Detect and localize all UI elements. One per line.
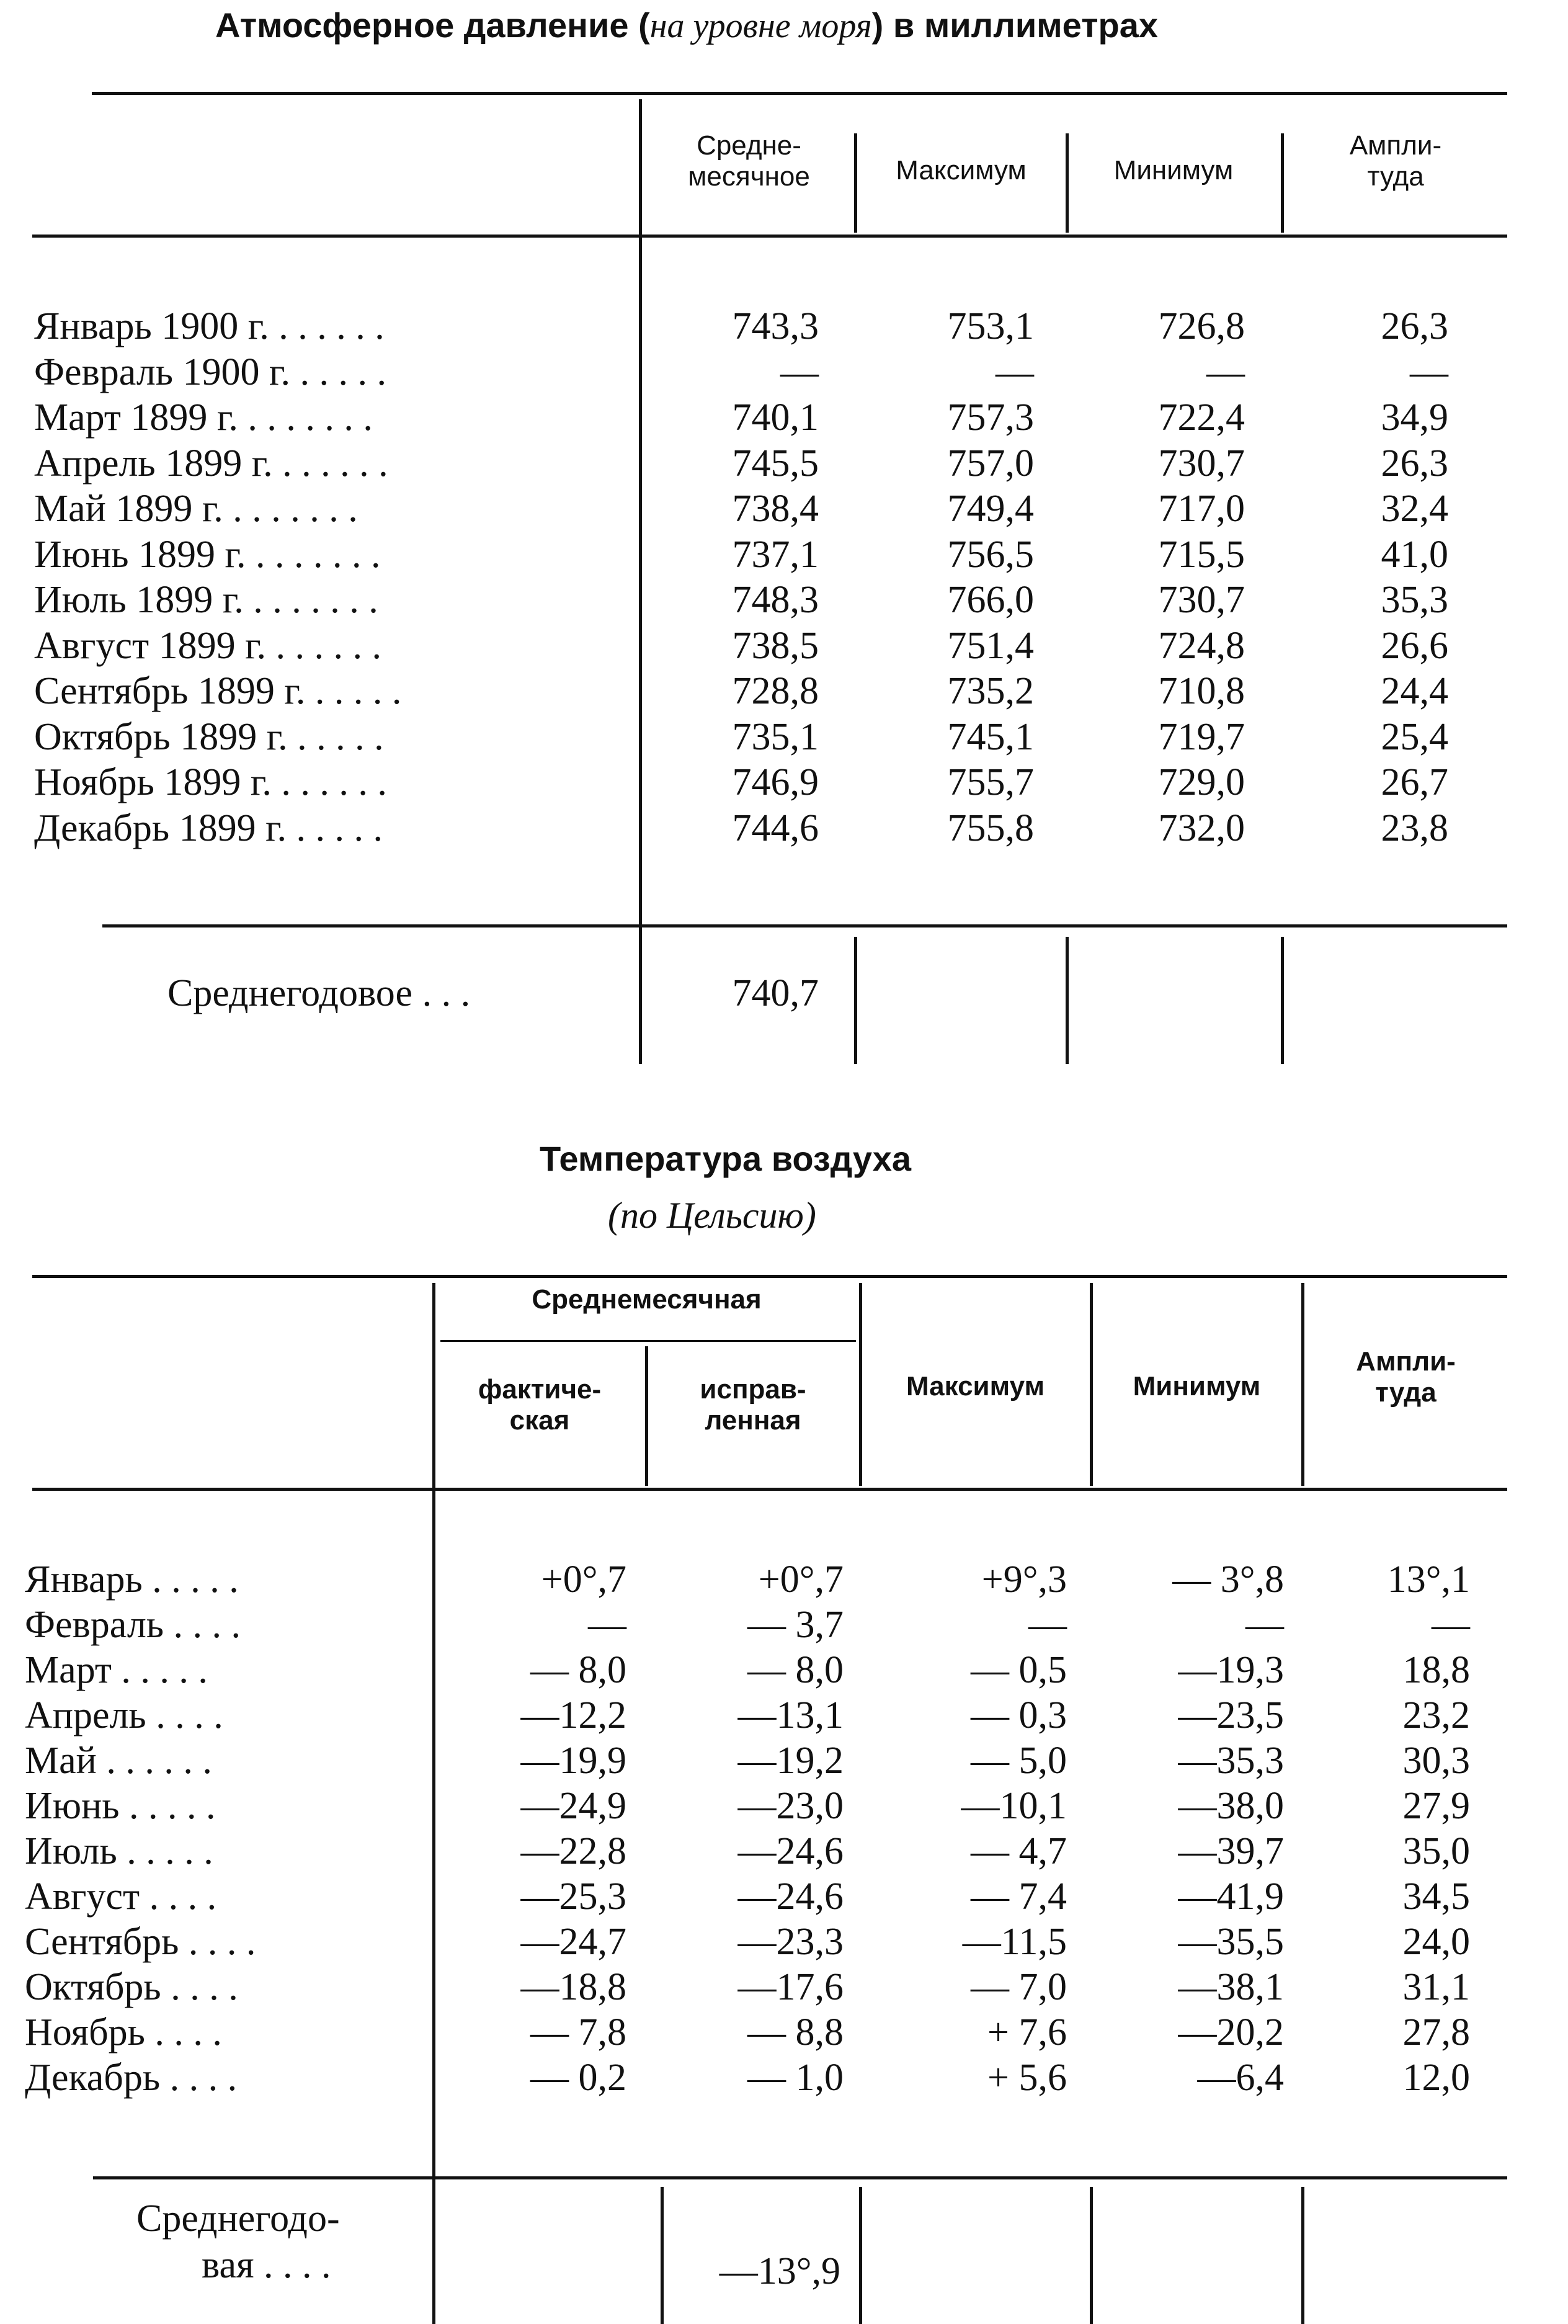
pressure-cell: 755,7 [947, 761, 1034, 803]
temperature-header-corrected: исправ- ленная [700, 1374, 806, 1436]
pressure-cell: 26,7 [1381, 761, 1448, 803]
temperature-cell: —19,2 [737, 1740, 844, 1782]
pressure-col-rule-3b [1066, 937, 1069, 1064]
temperature-cell: —17,6 [737, 1966, 844, 2008]
temperature-row-label: Май . . . . . . [25, 1740, 212, 1782]
temperature-cell: 27,9 [1402, 1785, 1470, 1827]
temperature-cell: +0°,7 [541, 1558, 626, 1601]
temperature-cell: — 7,0 [971, 1966, 1067, 2008]
temperature-col-rule-3b [859, 2187, 862, 2324]
temperature-cell: —24,7 [520, 1921, 626, 1963]
temperature-subtitle: (по Цельсию) [608, 1195, 816, 1236]
pressure-cell: — [780, 351, 819, 393]
temperature-cell: — 4,7 [971, 1830, 1067, 1872]
pressure-cell: 757,3 [947, 396, 1034, 439]
pressure-header-min: Минимум [1113, 155, 1234, 185]
temperature-cell: 34,5 [1402, 1875, 1470, 1918]
temperature-cell: 12,0 [1402, 2057, 1470, 2099]
pressure-cell: 751,4 [947, 625, 1034, 667]
pressure-cell: 738,5 [732, 625, 819, 667]
pressure-cell: 753,1 [947, 305, 1034, 347]
temperature-row-label: Август . . . . [25, 1875, 217, 1918]
temperature-cell: —35,3 [1178, 1740, 1284, 1782]
pressure-cell: 744,6 [732, 807, 819, 849]
pressure-cell: — [1410, 351, 1448, 393]
temperature-header-rule [32, 1488, 1507, 1491]
temperature-row-label: Октябрь . . . . [25, 1966, 238, 2008]
temperature-cell: —35,5 [1178, 1921, 1284, 1963]
pressure-cell: 728,8 [732, 670, 819, 712]
pressure-cell: 715,5 [1158, 534, 1245, 576]
pressure-cell: 26,3 [1381, 305, 1448, 347]
temperature-cell: 18,8 [1402, 1649, 1470, 1691]
pressure-cell: 730,7 [1158, 579, 1245, 621]
temperature-cell: + 7,6 [987, 2011, 1067, 2054]
temperature-cell: 30,3 [1402, 1740, 1470, 1782]
pressure-cell: 732,0 [1158, 807, 1245, 849]
pressure-cell: 735,1 [732, 716, 819, 758]
pressure-row-label: Июнь 1899 г. . . . . . . . [34, 534, 381, 576]
temperature-cell: — 8,8 [747, 2011, 844, 2054]
temperature-cell: 31,1 [1402, 1966, 1470, 2008]
pressure-col-rule-1 [639, 99, 642, 1064]
temperature-cell: 24,0 [1402, 1921, 1470, 1963]
pressure-row-label: Ноябрь 1899 г. . . . . . . [34, 761, 387, 803]
pressure-row-label: Март 1899 г. . . . . . . . [34, 396, 373, 439]
temperature-row-label: Март . . . . . [25, 1649, 208, 1691]
pressure-cell: 766,0 [947, 579, 1034, 621]
pressure-annual-label: Среднегодовое . . . [167, 972, 471, 1014]
temperature-col-rule-5b [1301, 2187, 1304, 2324]
temperature-cell: — 3°,8 [1172, 1558, 1284, 1601]
temperature-cell: +9°,3 [981, 1558, 1067, 1601]
pressure-row-label: Июль 1899 г. . . . . . . . [34, 579, 378, 621]
temperature-header-actual: фактиче- ская [478, 1374, 602, 1436]
temperature-annual-value: —13°,9 [719, 2250, 840, 2292]
temperature-col-rule-1 [432, 1283, 435, 2324]
pressure-cell: 737,1 [732, 534, 819, 576]
temperature-row-label: Ноябрь . . . . [25, 2011, 222, 2054]
pressure-row-label: Апрель 1899 г. . . . . . . [34, 442, 388, 485]
pressure-top-rule [92, 92, 1507, 95]
temperature-cell: —10,1 [961, 1785, 1067, 1827]
pressure-col-rule-2b [854, 937, 857, 1064]
temperature-cell: —24,9 [520, 1785, 626, 1827]
temperature-cell: —23,5 [1178, 1694, 1284, 1736]
temperature-cell: 27,8 [1402, 2011, 1470, 2054]
temperature-cell: — 7,8 [530, 2011, 626, 2054]
temperature-cell: —23,0 [737, 1785, 844, 1827]
temperature-header-min: Минимум [1133, 1371, 1261, 1401]
temperature-header-group: Среднемесячная [532, 1284, 762, 1315]
temperature-cell: + 5,6 [987, 2057, 1067, 2099]
pressure-cell: 722,4 [1158, 396, 1245, 439]
temperature-cell: — 0,2 [530, 2057, 626, 2099]
temperature-row-label: Февраль . . . . [25, 1604, 241, 1646]
pressure-cell: 24,4 [1381, 670, 1448, 712]
pressure-cell: 726,8 [1158, 305, 1245, 347]
temperature-cell: —39,7 [1178, 1830, 1284, 1872]
temperature-cell: —22,8 [520, 1830, 626, 1872]
temperature-cell: +0°,7 [758, 1558, 844, 1601]
pressure-cell: 41,0 [1381, 534, 1448, 576]
pressure-col-rule-4b [1281, 937, 1284, 1064]
temperature-cell: — 7,4 [971, 1875, 1067, 1918]
temperature-group-rule [440, 1340, 856, 1342]
temperature-cell: — 3,7 [747, 1604, 844, 1646]
temperature-cell: —25,3 [520, 1875, 626, 1918]
pressure-cell: 26,3 [1381, 442, 1448, 485]
pressure-cell: 729,0 [1158, 761, 1245, 803]
temperature-cell: —24,6 [737, 1830, 844, 1872]
pressure-row-label: Январь 1900 г. . . . . . . [34, 305, 385, 347]
temperature-cell: — 0,5 [971, 1649, 1067, 1691]
temperature-cell: — 8,0 [747, 1649, 844, 1691]
pressure-cell: 710,8 [1158, 670, 1245, 712]
pressure-header-max: Максимум [896, 155, 1027, 185]
temperature-cell: —20,2 [1178, 2011, 1284, 2054]
pressure-cell: 745,5 [732, 442, 819, 485]
temperature-row-label: Апрель . . . . [25, 1694, 223, 1736]
pressure-cell: 756,5 [947, 534, 1034, 576]
temperature-row-label: Январь . . . . . [25, 1558, 239, 1601]
pressure-cell: — [1206, 351, 1245, 393]
temperature-cell: —6,4 [1197, 2057, 1284, 2099]
pressure-cell: 730,7 [1158, 442, 1245, 485]
pressure-header-mean: Средне- месячное [688, 130, 810, 192]
temperature-cell: — [1245, 1604, 1284, 1646]
pressure-cell: 719,7 [1158, 716, 1245, 758]
pressure-cell: 748,3 [732, 579, 819, 621]
temperature-cell: — 1,0 [747, 2057, 844, 2099]
pressure-title: Атмосферное давление (на уровне моря) в миллиметрах [215, 6, 1158, 45]
temperature-cell: —41,9 [1178, 1875, 1284, 1918]
pressure-row-label: Сентябрь 1899 г. . . . . . [34, 670, 402, 712]
pressure-row-label: Август 1899 г. . . . . . . [34, 625, 382, 667]
temperature-row-label: Сентябрь . . . . [25, 1921, 256, 1963]
pressure-cell: 746,9 [732, 761, 819, 803]
pressure-cell: 743,3 [732, 305, 819, 347]
pressure-cell: 757,0 [947, 442, 1034, 485]
temperature-bottom-rule [93, 2176, 1507, 2179]
temperature-cell: —24,6 [737, 1875, 844, 1918]
pressure-cell: 23,8 [1381, 807, 1448, 849]
pressure-header-rule [32, 235, 1507, 238]
temperature-cell: —18,8 [520, 1966, 626, 2008]
temperature-cell: —12,2 [520, 1694, 626, 1736]
pressure-row-label: Декабрь 1899 г. . . . . . [34, 807, 383, 849]
temperature-row-label: Декабрь . . . . [25, 2057, 238, 2099]
temperature-cell: — 5,0 [971, 1740, 1067, 1782]
temperature-col-rule-2b [661, 2187, 664, 2324]
pressure-row-label: Май 1899 г. . . . . . . . [34, 488, 358, 530]
temperature-cell: —13,1 [737, 1694, 844, 1736]
pressure-row-label: Февраль 1900 г. . . . . . [34, 351, 386, 393]
pressure-cell: 32,4 [1381, 488, 1448, 530]
pressure-cell: 717,0 [1158, 488, 1245, 530]
temperature-cell: — [1028, 1604, 1067, 1646]
temperature-cell: 35,0 [1402, 1830, 1470, 1872]
temperature-header-amp: Ампли- туда [1356, 1346, 1456, 1408]
pressure-cell: 745,1 [947, 716, 1034, 758]
temperature-cell: —38,0 [1178, 1785, 1284, 1827]
temperature-header-max: Максимум [906, 1371, 1045, 1401]
temperature-cell: —11,5 [962, 1921, 1067, 1963]
temperature-row-label: Июль . . . . . [25, 1830, 213, 1872]
temperature-cell: — [1432, 1604, 1470, 1646]
pressure-cell: 735,2 [947, 670, 1034, 712]
temperature-annual-label-1: Среднегодо- [136, 2197, 340, 2240]
pressure-header-amp: Ампли- туда [1349, 130, 1442, 192]
pressure-cell: 724,8 [1158, 625, 1245, 667]
pressure-cell: 25,4 [1381, 716, 1448, 758]
pressure-cell: 749,4 [947, 488, 1034, 530]
pressure-row-label: Октябрь 1899 г. . . . . . [34, 716, 384, 758]
pressure-annual-value: 740,7 [732, 972, 819, 1014]
temperature-title: Температура воздуха [540, 1139, 912, 1178]
temperature-cell: —19,3 [1178, 1649, 1284, 1691]
pressure-cell: 35,3 [1381, 579, 1448, 621]
pressure-cell: 755,8 [947, 807, 1034, 849]
temperature-cell: 23,2 [1402, 1694, 1470, 1736]
temperature-cell: —38,1 [1178, 1966, 1284, 2008]
pressure-cell: 738,4 [732, 488, 819, 530]
temperature-cell: —19,9 [520, 1740, 626, 1782]
temperature-cell: — 8,0 [530, 1649, 626, 1691]
temperature-col-rule-4b [1090, 2187, 1093, 2324]
temperature-cell: 13°,1 [1387, 1558, 1470, 1601]
temperature-annual-label-2: вая . . . . [202, 2244, 331, 2286]
pressure-cell: 26,6 [1381, 625, 1448, 667]
pressure-bottom-rule [102, 924, 1507, 927]
temperature-top-rule [32, 1275, 1507, 1278]
pressure-cell: 740,1 [732, 396, 819, 439]
temperature-cell: —23,3 [737, 1921, 844, 1963]
temperature-cell: — 0,3 [971, 1694, 1067, 1736]
temperature-cell: — [588, 1604, 626, 1646]
pressure-cell: 34,9 [1381, 396, 1448, 439]
pressure-cell: — [996, 351, 1034, 393]
temperature-row-label: Июнь . . . . . [25, 1785, 216, 1827]
